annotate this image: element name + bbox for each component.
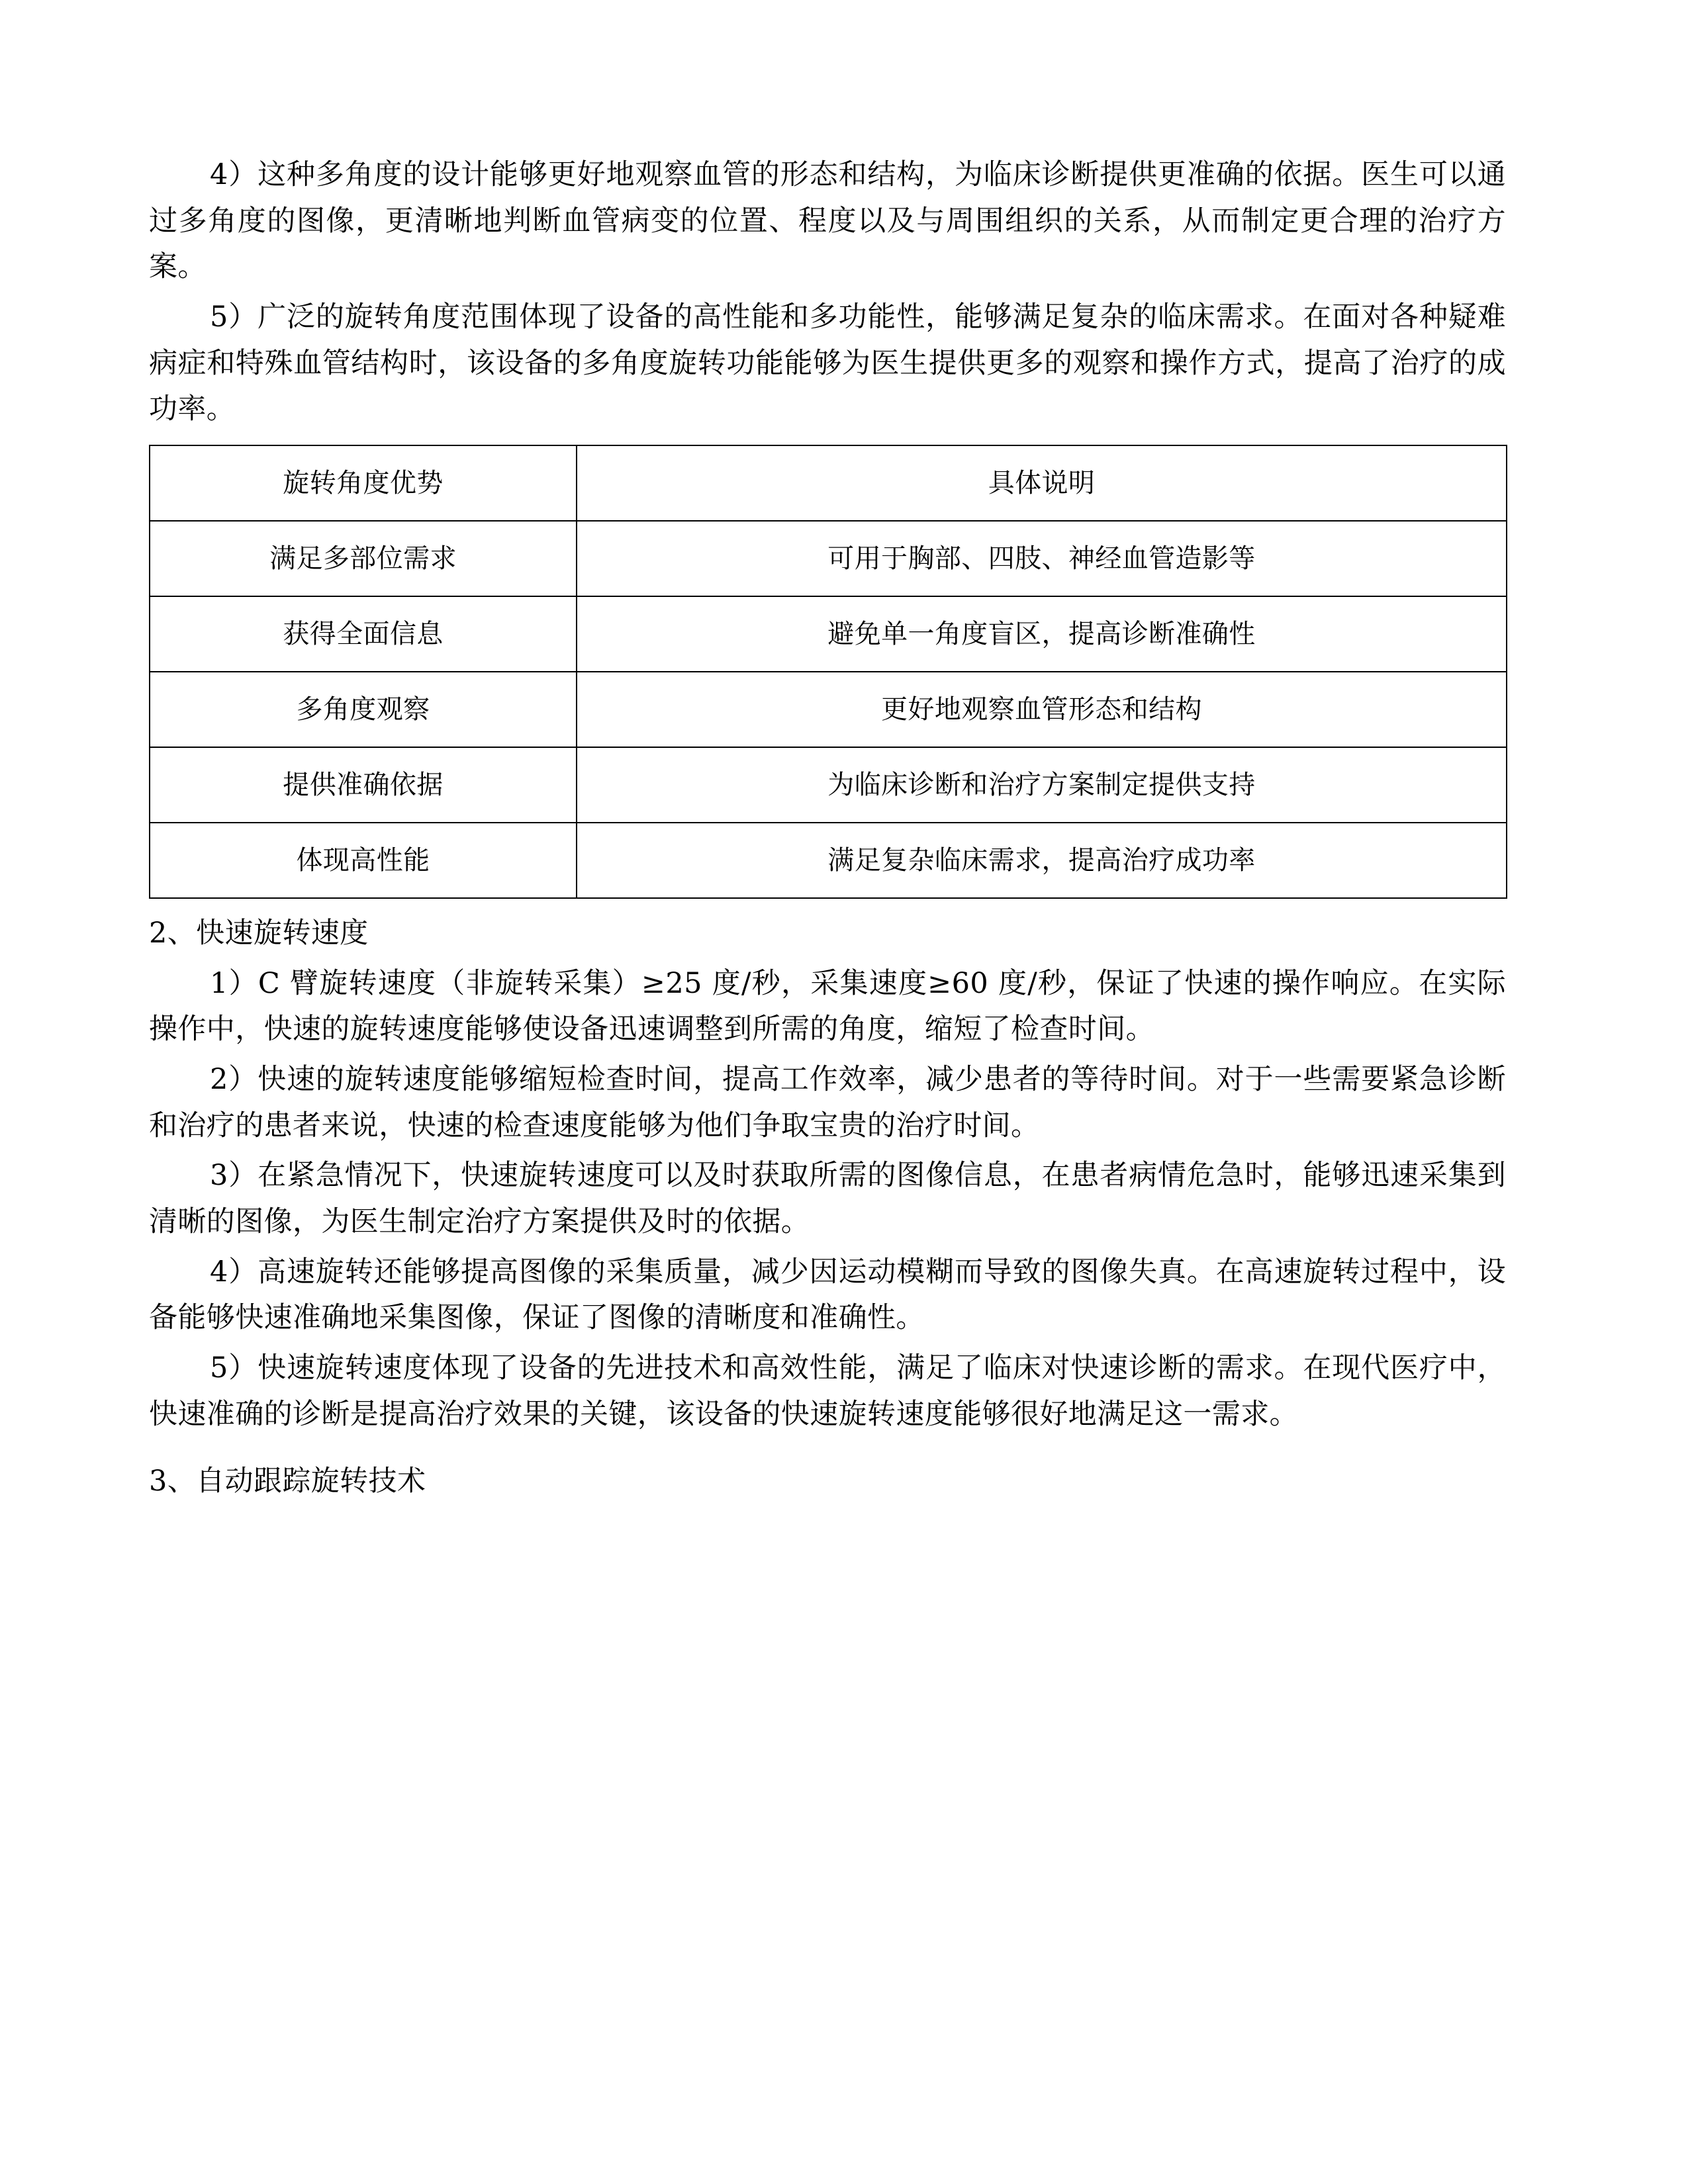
section-2-paragraph-2: 2）快速的旋转速度能够缩短检查时间，提高工作效率，减少患者的等待时间。对于一些需要紧急诊断和治疗的患者来说，快速的检查速度能够为他们争取宝贵的治疗时间。 [149,1062,1506,1142]
table-row [150,823,1507,898]
section-spacer [149,1441,1506,1459]
table-cell-description: 避免单一角度盲区，提高诊断准确性 [577,596,1507,672]
section-2-paragraph-5: 5）快速旋转速度体现了设备的先进技术和高效性能，满足了临床对快速诊断的需求。在现代医疗中，快速准确的诊断是提高治疗效果的关键，该设备的快速旋转速度能够很好地满足这一需求。 [149,1351,1506,1431]
rotation-advantage-table [149,445,1507,899]
table-cell-advantage: 多角度观察 [150,672,577,747]
table-row [150,747,1507,823]
table-header-row [150,445,1507,521]
table-cell-description: 满足复杂临床需求，提高治疗成功率 [577,823,1507,898]
paragraph-4: 4）这种多角度的设计能够更好地观察血管的形态和结构，为临床诊断提供更准确的依据。医生可以通过多角度的图像，更清晰地判断血管病变的位置、程度以及与周围组织的关系，从而制定更合理的治疗方案。 [149,158,1506,284]
table-cell-advantage: 提供准确依据 [150,747,577,823]
table-cell-advantage: 体现高性能 [150,823,577,898]
table-cell-description: 可用于胸部、四肢、神经血管造影等 [577,521,1507,596]
table-cell-advantage: 满足多部位需求 [150,521,577,596]
table-header-cell-description: 具体说明 [577,445,1507,521]
section-2-paragraph-3: 3）在紧急情况下，快速旋转速度可以及时获取所需的图像信息，在患者病情危急时，能够迅速采集到清晰的图像，为医生制定治疗方案提供及时的依据。 [149,1159,1506,1238]
table-row [150,672,1507,747]
section-heading-3: 3、自动跟踪旋转技术 [149,1465,426,1498]
table-row [150,596,1507,672]
document-body [149,152,1506,1505]
table-cell-description: 更好地观察血管形态和结构 [577,672,1507,747]
table-cell-advantage: 获得全面信息 [150,596,577,672]
table-row [150,521,1507,596]
section-2-paragraph-1: 1）C 臂旋转速度（非旋转采集）≥25 度/秒，采集速度≥60 度/秒，保证了快速的操作响应。在实际操作中，快速的旋转速度能够使设备迅速调整到所需的角度，缩短了检查时间。 [149,966,1506,1046]
table-cell-description: 为临床诊断和治疗方案制定提供支持 [577,747,1507,823]
table-header-cell-advantage: 旋转角度优势 [150,445,577,521]
section-2-paragraph-4: 4）高速旋转还能够提高图像的采集质量，减少因运动模糊而导致的图像失真。在高速旋转过程中，设备能够快速准确地采集图像，保证了图像的清晰度和准确性。 [149,1255,1506,1335]
section-heading-2: 2、快速旋转速度 [149,916,369,950]
paragraph-5: 5）广泛的旋转角度范围体现了设备的高性能和多功能性，能够满足复杂的临床需求。在面对各种疑难病症和特殊血管结构时，该设备的多角度旋转功能能够为医生提供更多的观察和操作方式，提高了治疗的成功率。 [149,300,1506,426]
